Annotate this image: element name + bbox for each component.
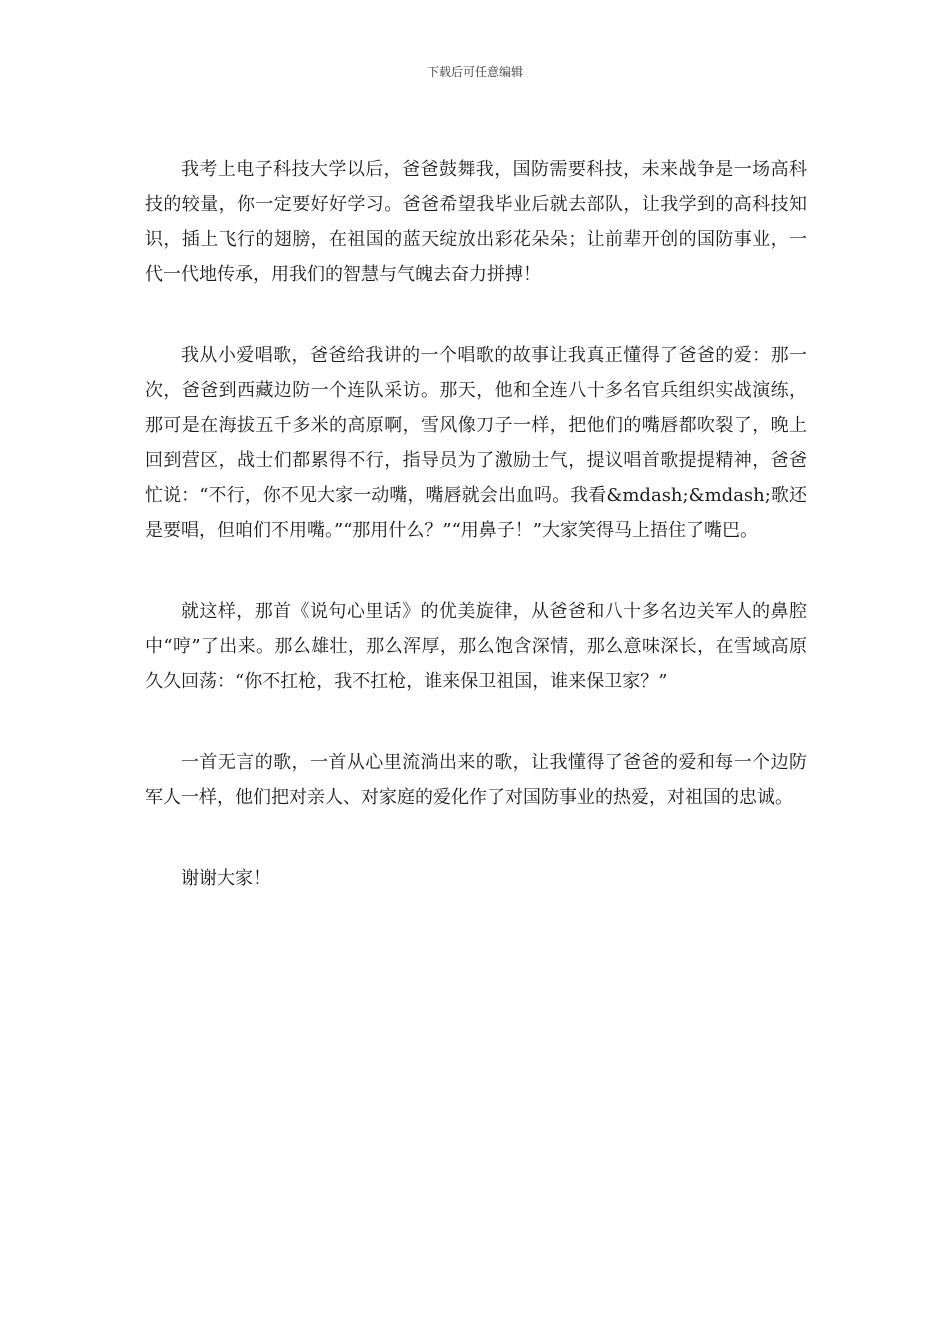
document-body bbox=[145, 152, 807, 896]
closing-paragraph: 谢谢大家！ bbox=[181, 868, 271, 889]
paragraph-3: 就这样，那首《说句心里话》的优美旋律，从爸爸和八十多名边关军人的鼻腔中“哼”了出来。那么雄壮，那么浑厚，那么饱含深情，那么意味深长，在雪域高原久久回荡：“你不扛枪，我不扛枪，谁来保卫祖国，谁来保卫家？” bbox=[145, 601, 807, 692]
header-note: 下载后可任意编辑 bbox=[426, 65, 523, 79]
paragraph-4: 一首无言的歌，一首从心里流淌出来的歌，让我懂得了爸爸的爱和每一个边防军人一样，他们把对亲人、对家庭的爱化作了对国防事业的热爱，对祖国的忠诚。 bbox=[145, 752, 807, 808]
paragraph-2: 我从小爱唱歌，爸爸给我讲的一个唱歌的故事让我真正懂得了爸爸的爱：那一次，爸爸到西藏边防一个连队采访。那天，他和全连八十多名官兵组织实战演练，那可是在海拔五千多米的高原啊，雪风像刀子一样，把他们的嘴唇都吹裂了，晚上回到营区，战士们都累得不行，指导员为了激励士气，提议唱首歌提提精神，爸爸忙说：“不行，你不见大家一动嘴，嘴唇就会出血吗。我看&mdash;&mdash;歌还是要唱，但咱们不用嘴。”“那用什么？”“用鼻子！”大家笑得马上捂住了嘴巴。 bbox=[145, 345, 807, 541]
paragraph-1: 我考上电子科技大学以后，爸爸鼓舞我，国防需要科技，未来战争是一场高科技的较量，你一定要好好学习。爸爸希望我毕业后就去部队，让我学到的高科技知识，插上飞行的翅膀，在祖国的蓝天绽放出彩花朵朵；让前辈开创的国防事业，一代一代地传承，用我们的智慧与气魄去奋力拼搏！ bbox=[145, 159, 807, 285]
